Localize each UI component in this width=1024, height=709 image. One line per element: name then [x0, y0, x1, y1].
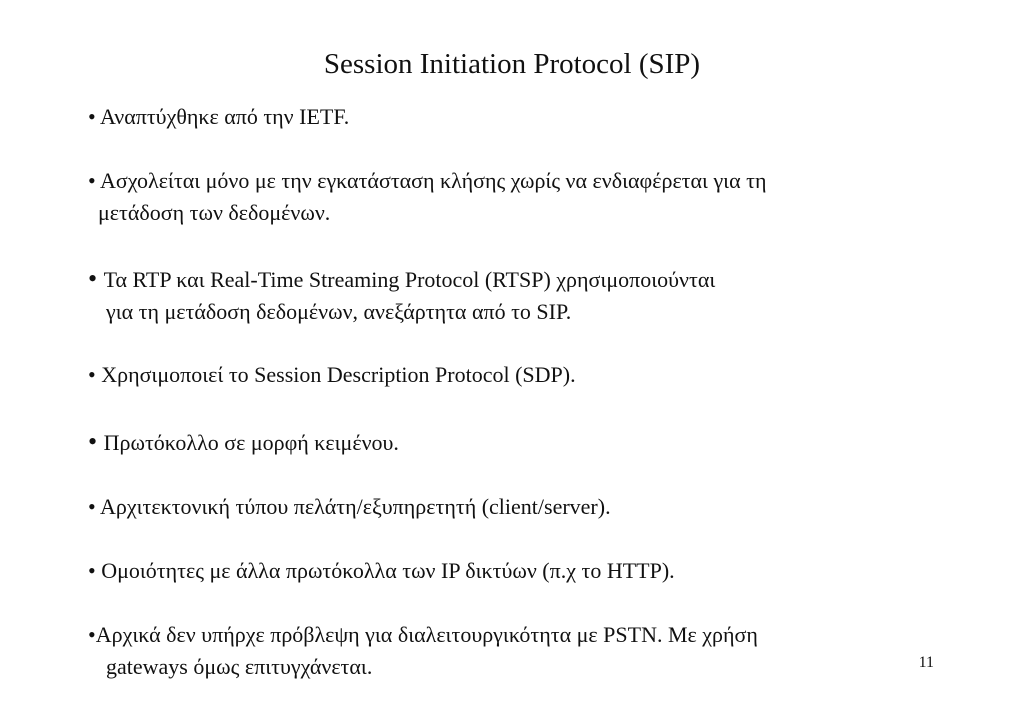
bullet-text: Τα RTP και Real-Time Streaming Protocol (RTSP) χρησιμοποιούνται	[103, 267, 716, 292]
page-number: 11	[918, 654, 934, 671]
bullet-text: Ασχολείται μόνο με την εγκατάσταση κλήσης χωρίς να ενδιαφέρεται για τη	[100, 168, 767, 193]
bullet-text-continuation: μετάδοση των δεδομένων.	[98, 200, 331, 225]
bullet-text: Αρχιτεκτονική τύπου πελάτη/εξυπηρετητή (client/server).	[100, 494, 611, 519]
bullet-item	[88, 359, 576, 391]
bullet-item	[88, 619, 758, 683]
bullet-marker: •	[88, 362, 102, 387]
bullet-item	[88, 555, 675, 587]
bullet-text: Αρχικά δεν υπήρχε πρόβλεψη για διαλειτουργικότητα με PSTN. Με χρήση	[95, 622, 758, 647]
bullet-text: Πρωτόκολλο σε μορφή κειμένου.	[103, 430, 399, 455]
bullet-item	[88, 165, 766, 229]
bullet-text: Αναπτύχθηκε από την IETF.	[100, 104, 350, 129]
bullet-item	[88, 491, 611, 523]
bullet-text: Ομοιότητες με άλλα πρωτόκολλα των IP δικτύων (π.χ το HTTP).	[101, 558, 675, 583]
bullet-item	[88, 101, 349, 133]
bullet-text-continuation: για τη μετάδοση δεδομένων, ανεξάρτητα από το SIP.	[106, 299, 572, 324]
bullet-marker: •	[88, 264, 104, 293]
bullet-marker: •	[88, 558, 102, 583]
bullet-marker: •	[88, 622, 96, 647]
bullet-text-continuation: gateways όμως επιτυγχάνεται.	[106, 654, 373, 679]
bullet-marker: •	[88, 104, 100, 129]
bullet-marker: •	[88, 168, 100, 193]
slide-title: Session Initiation Protocol (SIP)	[323, 48, 701, 80]
bullet-item	[88, 263, 715, 328]
bullet-marker: •	[88, 427, 104, 456]
bullet-item	[88, 426, 399, 459]
bullet-text: Χρησιμοποιεί το Session Description Protocol (SDP).	[101, 362, 576, 387]
bullet-marker: •	[88, 494, 100, 519]
